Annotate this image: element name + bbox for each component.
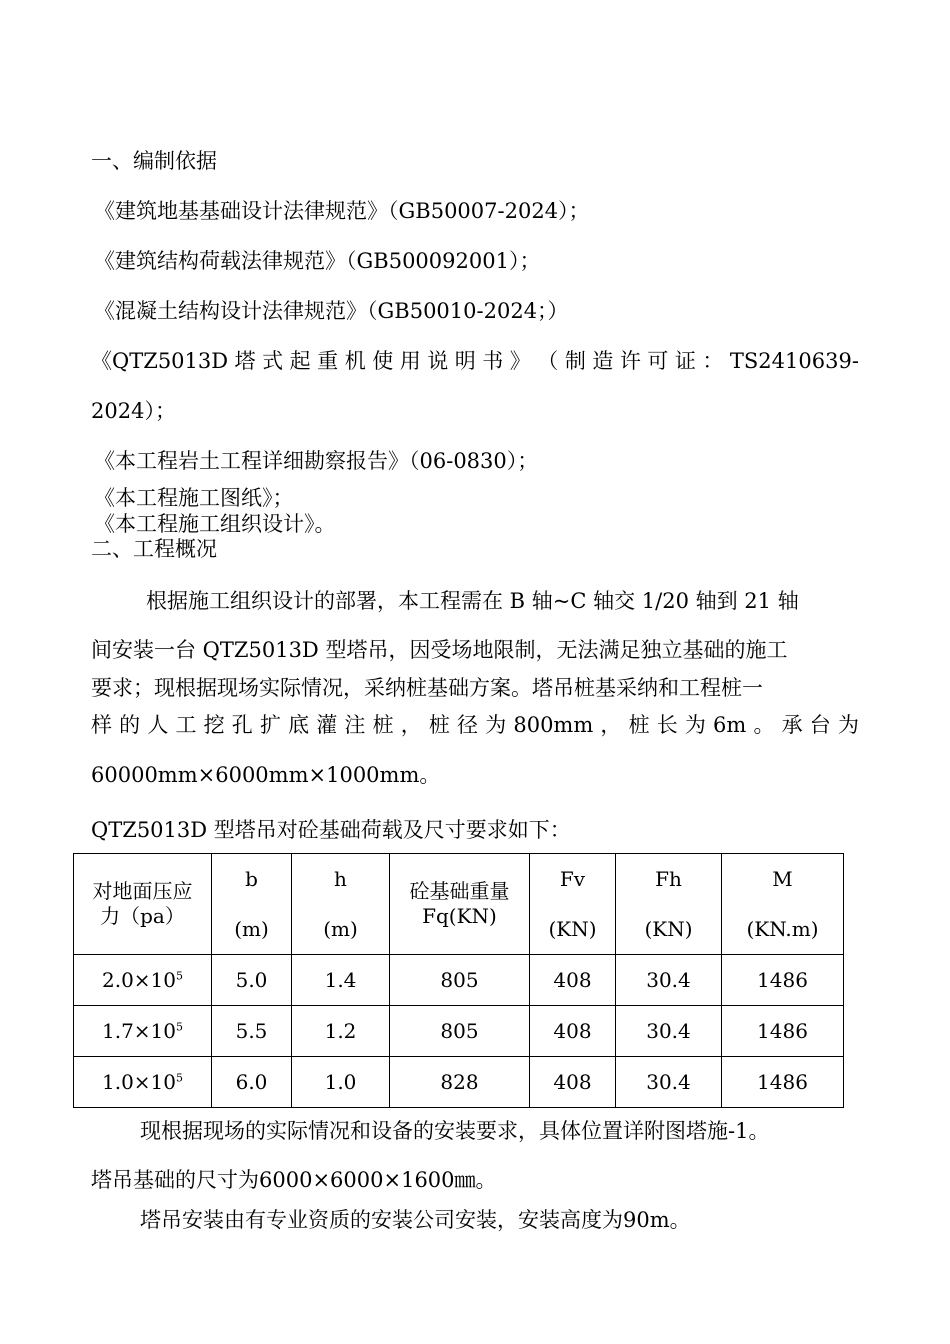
justified-word: 许 — [619, 349, 641, 373]
justified-word: 桩 — [372, 713, 394, 737]
justified-word: 注 — [344, 713, 366, 737]
justified-word: 台 — [809, 713, 831, 737]
cell-pressure: $1.7\times 10^5$ — [74, 1006, 212, 1057]
installation-paragraph: 塔吊安装由有专业资质的安装公司安装，安装高度为90m。 — [140, 1208, 691, 1232]
table-caption: QTZ5013D 型塔吊对砼基础荷载及尺寸要求如下： — [91, 818, 571, 842]
justified-word: 挖 — [203, 713, 225, 737]
cell-b: 5.5 — [212, 1006, 292, 1057]
location-paragraph: 现根据现场的实际情况和设备的安装要求，具体位置详附图塔施-1。 — [140, 1119, 770, 1143]
header-pressure: 对地面压应 力（pa） — [74, 854, 212, 955]
section-heading-basis: 一、编制依据 — [91, 149, 217, 173]
header-fq: 砼基础重量 Fq(KN) — [390, 854, 530, 955]
reference-item: 《建筑地基基础设计法律规范》（GB50007-2024）； — [94, 199, 590, 223]
justified-word: 说 — [427, 349, 449, 373]
cell-pressure: $2.0\times 10^5$ — [74, 955, 212, 1006]
cell-fv: 408 — [530, 1057, 616, 1108]
cell-fv: 408 — [530, 955, 616, 1006]
overview-paragraph-line1: 根据施工组织设计的部署，本工程需在 B 轴~C 轴交 1/20 轴到 21 轴 — [146, 589, 799, 613]
justified-word: 造 — [592, 349, 614, 373]
reference-item: 《混凝土结构设计法律规范》（GB50010-2024；） — [94, 299, 569, 323]
justified-word: 800mm — [513, 713, 594, 737]
justified-word: 《QTZ5013D — [91, 349, 229, 373]
table-row — [74, 1057, 844, 1108]
justified-word: ： — [702, 349, 724, 373]
justified-word: 底 — [288, 713, 310, 737]
cell-h: 1.4 — [292, 955, 390, 1006]
overview-paragraph-line5: 60000mm×6000mm×1000mm。 — [91, 763, 441, 787]
justified-word: ， — [400, 713, 422, 737]
header-m: M (KN.m) — [722, 854, 844, 955]
cell-h: 1.2 — [292, 1006, 390, 1057]
cell-b: 5.0 — [212, 955, 292, 1006]
justified-word: 》 — [509, 349, 531, 373]
justified-word: 扩 — [259, 713, 281, 737]
cell-fq: 828 — [390, 1057, 530, 1108]
reference-item: 《建筑结构荷载法律规范》（GB500092001）； — [94, 249, 541, 273]
justified-word: 工 — [175, 713, 197, 737]
justified-word: 式 — [262, 349, 284, 373]
justified-word: 。 — [753, 713, 775, 737]
cell-fh: 30.4 — [616, 955, 722, 1006]
header-b: b (m) — [212, 854, 292, 955]
justified-word: 为 — [684, 713, 706, 737]
cell-fq: 805 — [390, 955, 530, 1006]
justified-word: 机 — [344, 349, 366, 373]
justified-word: 明 — [454, 349, 476, 373]
foundation-size-paragraph: 塔吊基础的尺寸为6000×6000×1600㎜。 — [91, 1168, 497, 1192]
justified-word: 证 — [674, 349, 696, 373]
justified-word: 用 — [399, 349, 421, 373]
justified-word: 为 — [485, 713, 507, 737]
cell-m: 1486 — [722, 1006, 844, 1057]
justified-word: 承 — [781, 713, 803, 737]
overview-paragraph-line2: 间安装一台 QTZ5013D 型塔吊，因受场地限制，无法满足独立基础的施工 — [91, 638, 788, 662]
cell-fh: 30.4 — [616, 1057, 722, 1108]
justified-word: ， — [600, 713, 622, 737]
reference-item: 《本工程施工图纸》； — [94, 486, 294, 510]
justified-word: 为 — [837, 713, 859, 737]
justified-word: 的 — [119, 713, 141, 737]
justified-word: 制 — [564, 349, 586, 373]
justified-word: 可 — [647, 349, 669, 373]
justified-word: 重 — [317, 349, 339, 373]
justified-word: 人 — [147, 713, 169, 737]
section-heading-overview: 二、工程概况 — [91, 537, 217, 561]
justified-word: 书 — [482, 349, 504, 373]
header-fv: Fv (KN) — [530, 854, 616, 955]
cell-fv: 408 — [530, 1006, 616, 1057]
justified-word: 6m — [713, 713, 747, 737]
cell-fq: 805 — [390, 1006, 530, 1057]
justified-word: 样 — [91, 713, 112, 737]
foundation-load-table — [73, 853, 844, 1108]
cell-b: 6.0 — [212, 1057, 292, 1108]
justified-word: TS2410639- — [729, 349, 859, 373]
justified-word: 起 — [289, 349, 311, 373]
cell-h: 1.0 — [292, 1057, 390, 1108]
cell-fh: 30.4 — [616, 1006, 722, 1057]
table-header-row — [74, 854, 844, 955]
cell-pressure: $1.0\times 10^5$ — [74, 1057, 212, 1108]
cell-m: 1486 — [722, 1057, 844, 1108]
reference-item: 《本工程施工组织设计》。 — [94, 512, 336, 536]
overview-paragraph-line3: 要求；现根据现场实际情况，采纳桩基础方案。塔吊桩基采纳和工程桩一 — [91, 676, 763, 700]
justified-word: 塔 — [234, 349, 256, 373]
cell-m: 1486 — [722, 955, 844, 1006]
justified-word: 灌 — [316, 713, 338, 737]
reference-item: 《本工程岩土工程详细勘察报告》（06-0830）； — [94, 449, 539, 473]
justified-word: 桩 — [428, 713, 450, 737]
justified-word: 孔 — [231, 713, 253, 737]
justified-word: 桩 — [628, 713, 650, 737]
reference-item-manual-line1 — [91, 347, 859, 375]
table-row — [74, 1006, 844, 1057]
header-fh: Fh (KN) — [616, 854, 722, 955]
header-h: h (m) — [292, 854, 390, 955]
overview-paragraph-line4 — [91, 711, 859, 739]
justified-word: 长 — [656, 713, 678, 737]
table-row — [74, 955, 844, 1006]
justified-word: 径 — [457, 713, 479, 737]
justified-word: （ — [537, 349, 559, 373]
reference-item-manual-line2: 2024）； — [91, 399, 176, 423]
justified-word: 使 — [372, 349, 394, 373]
